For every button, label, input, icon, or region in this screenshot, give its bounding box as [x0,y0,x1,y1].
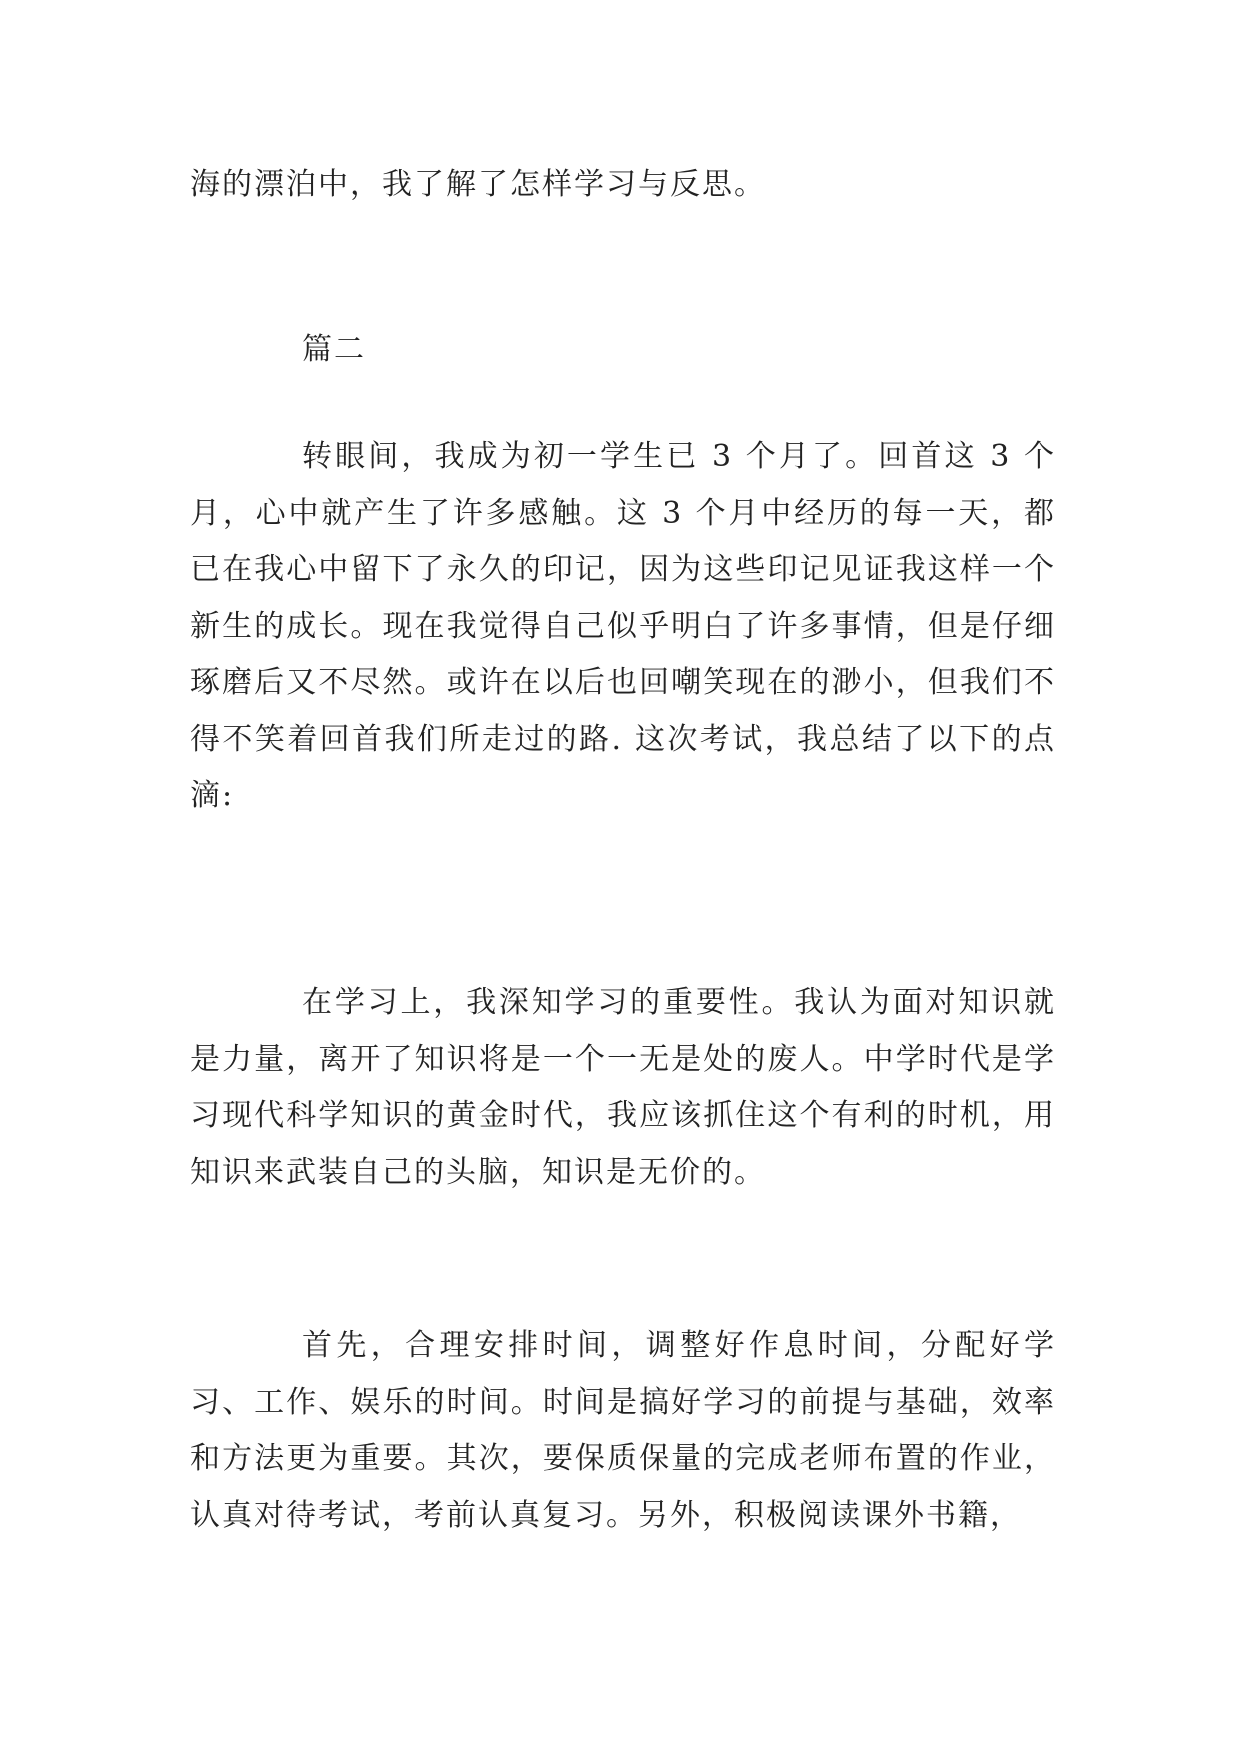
paragraph-continuation: 海的漂泊中，我了解了怎样学习与反思。 [190,167,766,202]
paragraph: 首先，合理安排时间，调整好作息时间，分配好学习、工作、娱乐的时间。时间是搞好学习的前提与基础，效率和方法更为重要。其次，要保质保量的完成老师布置的作业，认真对待考试，考前认真复习。另外，积极阅读课外书籍， [190,1328,1056,1533]
section-heading: 篇二 [302,332,366,367]
paragraph: 转眼间，我成为初一学生已 3 个月了。回首这 3 个月，心中就产生了许多感触。这 3 个月中经历的每一天，都已在我心中留下了永久的印记，因为这些印记见证我这样一个新生的成长。现在我觉得自己似乎明白了许多事情，但是仔细琢磨后又不尽然。或许在以后也回嘲笑现在的渺小，但我们不得不笑着回首我们所走过的路. 这次考试，我总结了以下的点滴: [190,439,1056,813]
paragraph: 在学习上，我深知学习的重要性。我认为面对知识就是力量，离开了知识将是一个一无是处的废人。中学时代是学习现代科学知识的黄金时代，我应该抓住这个有利的时机，用知识来武装自己的头脑，知识是无价的。 [190,985,1056,1190]
